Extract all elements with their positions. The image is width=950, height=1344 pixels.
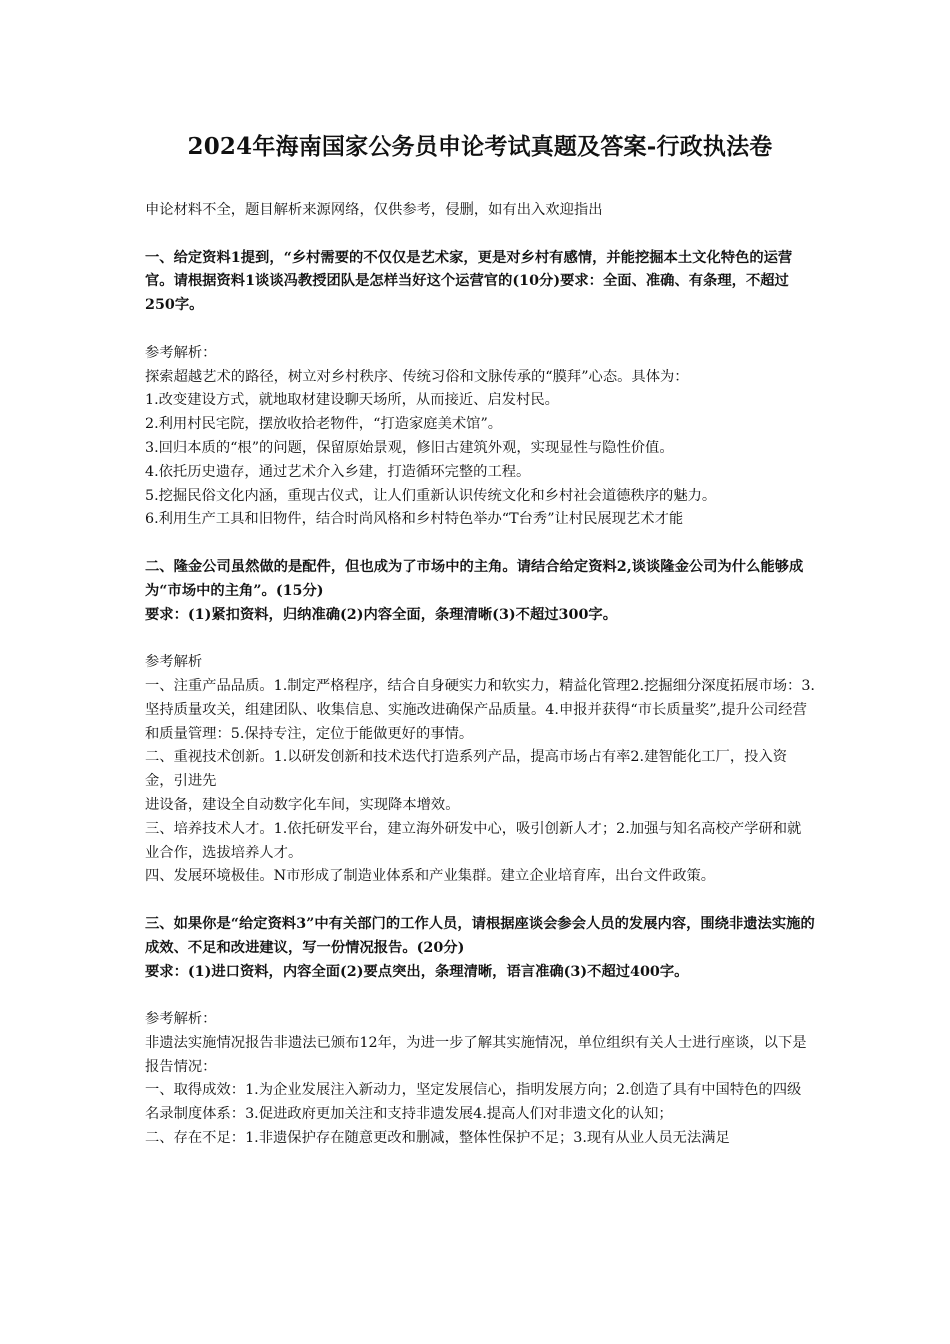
answer-line: 三、培养技术人才。1.依托研发平台，建立海外研发中心，吸引创新人才；2.加强与知名高校产学研和就业合作，选拔培养人才。 (145, 820, 802, 861)
disclaimer-note: 申论材料不全，题目解析来源网络，仅供参考，侵删，如有出入欢迎指出 (145, 202, 603, 218)
answer-line: 一、注重产品品质。1.制定严格程序，结合自身硬实力和软实力，精益化管理2.挖掘细分深度拓展市场：3.坚持质量攻关，组建团队、收集信息、实施改进确保产品质量。4.申报并获得“市长质量奖”,提升公司经营和质量管理：5.保持专注，定位于能做更好的事情。 (145, 677, 815, 742)
question-3-requirement: 要求：(1)进口资料，内容全面(2)要点突出，条理清晰，语言准确(3)不超过400字。 (145, 963, 689, 980)
answer-line: 非遗法实施情况报告非遗法已颁布12年，为进一步了解其实施情况，单位组织有关人士进行座谈，以下是报告情况： (145, 1034, 807, 1075)
spacer (145, 532, 815, 556)
answer-line: 4.依托历史遗存，通过艺术介入乡建，打造循环完整的工程。 (145, 463, 531, 480)
spacer (145, 318, 815, 342)
question-2-text: 二、隆金公司虽然做的是配件，但也成为了市场中的主角。请结合给定资料2,谈谈隆金公司为什么能够成为“市场中的主角”。(15分) (145, 558, 804, 599)
spacer (145, 223, 815, 247)
answer-line: 二、存在不足：1.非遗保护存在随意更改和删减，整体性保护不足；3.现有从业人员无法满足 (145, 1130, 730, 1147)
answer-line: 5.挖掘民俗文化内涵，重现古仪式，让人们重新认识传统文化和乡村社会道德秩序的魅力。 (145, 487, 717, 504)
answer-line: 进设备，建设全自动数字化车间，实现降本增效。 (145, 796, 460, 813)
answer-line: 一、取得成效：1.为企业发展注入新动力，坚定发展信心，指明发展方向；2.创造了具有中国特色的四级名录制度体系：3.促进政府更加关注和支持非遗发展4.提高人们对非遗文化的认知； (145, 1082, 802, 1123)
answer-line: 3.回归本质的“根”的问题，保留原始景观，修旧古建筑外观，实现显性与隐性价值。 (145, 439, 674, 456)
document-title: 2024年海南国家公务员申论考试真题及答案-行政执法卷 (187, 133, 773, 160)
answer-line: 探索超越艺术的路径，树立对乡村秩序、传统习俗和文脉传承的“膜拜”心态。具体为： (145, 368, 689, 385)
answer-line: 四、发展环境极佳。N市形成了制造业体系和产业集群。建立企业培育库，出台文件政策。 (145, 868, 716, 885)
question-2-requirement: 要求：(1)紧扣资料，归纳准确(2)内容全面，条理清晰(3)不超过300字。 (145, 606, 617, 623)
document-page (145, 118, 815, 1151)
spacer (145, 889, 815, 913)
question-2-answer-label: 参考解析 (145, 654, 203, 671)
question-3-answer-label: 参考解析： (145, 1011, 217, 1028)
answer-line: 6.利用生产工具和旧物件，结合时尚风格和乡村特色举办“T台秀”让村民展现艺术才能 (145, 511, 684, 528)
answer-line: 二、重视技术创新。1.以研发创新和技术迭代打造系列产品，提高市场占有率2.建智能化工厂，投入资金，引进先 (145, 749, 788, 790)
question-3-text: 三、如果你是“给定资料3”中有关部门的工作人员，请根据座谈会参会人员的发展内容，围绕非遗法实施的成效、不足和改进建议，写一份情况报告。(20分) (145, 915, 815, 956)
question-1-answer-label: 参考解析： (145, 344, 217, 361)
question-1-text: 一、给定资料1提到，“乡村需要的不仅仅是艺术家，更是对乡村有感情，并能挖掘本土文化特色的运营官。请根据资料1谈谈冯教授团队是怎样当好这个运营官的(10分)要求：全面、准确、有条理，不超过250字。 (145, 249, 793, 314)
spacer (145, 984, 815, 1008)
spacer (145, 627, 815, 651)
answer-line: 2.利用村民宅院，摆放收拾老物件，“打造家庭美术馆”。 (145, 416, 503, 433)
answer-line: 1.改变建设方式，就地取材建设聊天场所，从而接近、启发村民。 (145, 392, 559, 409)
